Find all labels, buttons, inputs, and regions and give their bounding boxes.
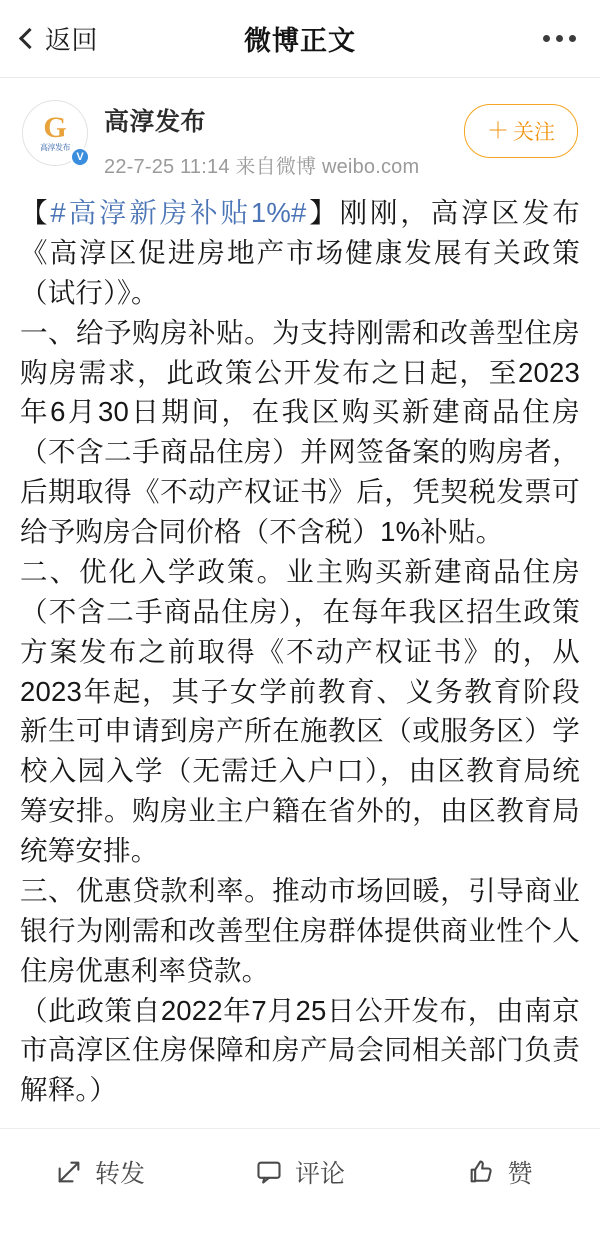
comment-icon [255, 1158, 283, 1186]
avatar-logo-subtext: 高淳发布 [40, 142, 70, 152]
post-content [0, 189, 600, 1110]
more-horizontal-icon-dot [543, 35, 550, 42]
like-label: 赞 [507, 1159, 533, 1188]
action-bar [0, 1128, 600, 1214]
author-name[interactable]: 高淳发布 [104, 108, 207, 136]
like-button[interactable] [400, 1154, 600, 1190]
plus-icon: ＋ [486, 118, 509, 143]
more-horizontal-icon-dot [569, 35, 576, 42]
repost-button[interactable] [0, 1154, 200, 1190]
more-horizontal-icon-dot [556, 35, 563, 42]
more-options-button[interactable] [541, 27, 578, 50]
post-paragraph: 一、给予购房补贴。为支持刚需和改善型住房购房需求，此政策公开发布之日起，至2023年6月30日期间，在我区购买新建商品住房（不含二手商品住房）并网签备案的购房者，后期取得《不动产权证书》后，凭契税发票可给予购房合同价格（不含税）1%补贴。 [20, 316, 580, 547]
avatar-logo-letter: G [43, 110, 67, 144]
home-indicator-area [0, 1214, 600, 1238]
post-paragraph-0: 】刚刚，高淳区发布《高淳区促进房地产市场健康发展有关政策（试行）》。 [20, 197, 580, 308]
post-paragraph: 二、优化入学政策。业主购买新建商品住房（不含二手商品住房），在每年我区招生政策方案发布之前取得《不动产权证书》的，从2023年起，其子女学前教育、义务教育阶段新生可申请到房产所在施教区（或服务区）学校入园入学（无需迁入户口），由区教育局统筹安排。购房业主户籍在省外的，由区教育局统筹安排。 [20, 555, 580, 866]
chevron-left-icon [19, 28, 40, 49]
bracket-open: 【 [20, 197, 51, 228]
comment-button[interactable] [200, 1154, 400, 1190]
back-button[interactable] [22, 20, 98, 57]
repost-icon [55, 1158, 83, 1186]
follow-button-label: 关注 [513, 121, 555, 144]
post-paragraph-lead [20, 193, 580, 313]
author-row [0, 78, 600, 189]
author-meta [104, 100, 464, 179]
follow-button[interactable] [464, 104, 578, 158]
like-thumb-icon [467, 1158, 495, 1186]
back-button-label: 返回 [45, 25, 99, 55]
avatar[interactable] [22, 100, 88, 166]
post-paragraph: 三、优惠贷款利率。推动市场回暖，引导商业银行为刚需和改善型住房群体提供商业性个人住房优惠利率贷款。 [20, 874, 580, 986]
topic-link[interactable]: #高淳新房补贴1%# [50, 197, 307, 228]
post-paragraph: （此政策自2022年7月25日公开发布，由南京市高淳区住房保障和房产局会同相关部门负责解释。） [20, 994, 580, 1106]
comment-label: 评论 [294, 1159, 345, 1188]
page-title: 微博正文 [244, 26, 356, 56]
repost-label: 转发 [94, 1159, 145, 1188]
navigation-bar [0, 0, 600, 78]
verified-badge: V [70, 147, 90, 167]
post-timestamp: 22-7-25 11:14 来自微博 weibo.com [104, 156, 420, 178]
